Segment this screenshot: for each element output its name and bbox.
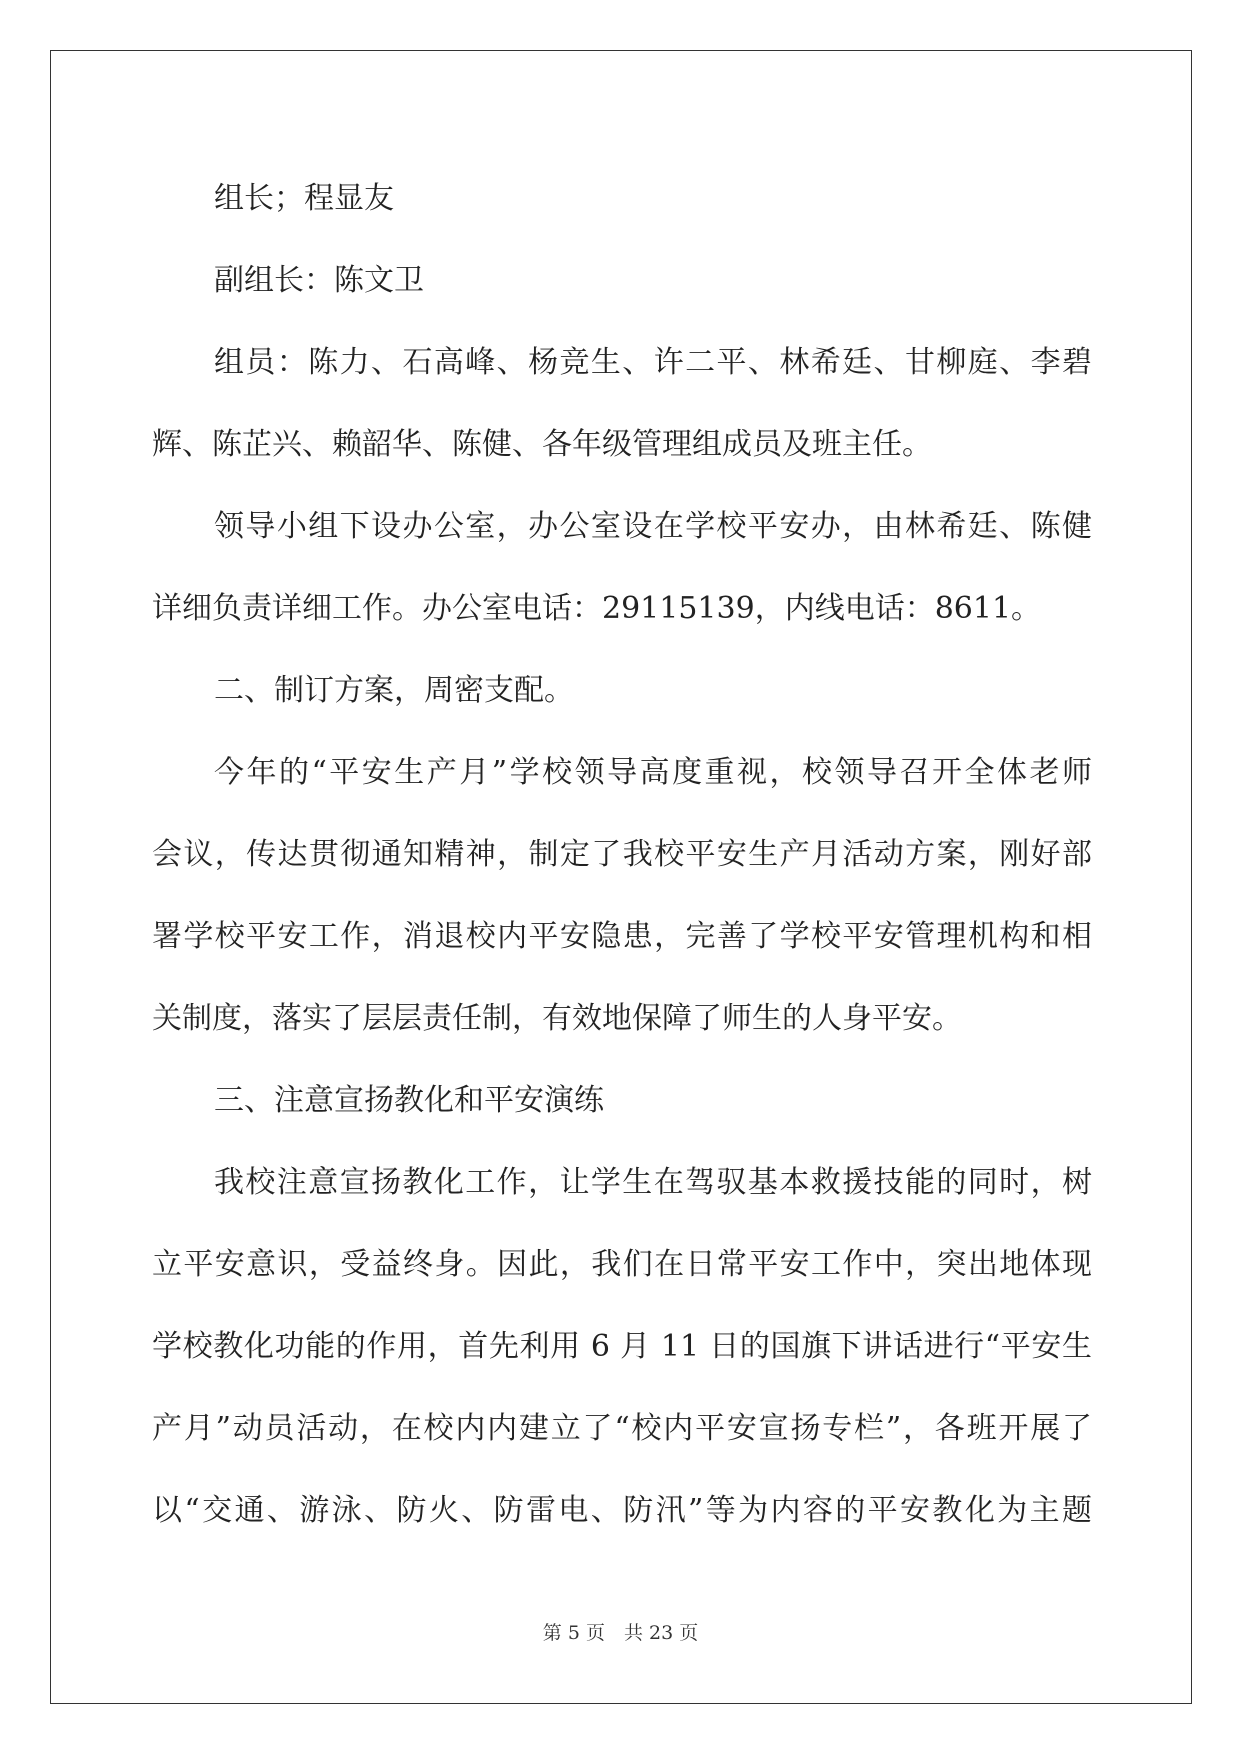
text-line: 署学校平安工作，消退校内平安隐患，完善了学校平安管理机构和相 xyxy=(152,919,1092,954)
text-line: 组长；程显友 xyxy=(214,181,394,216)
text-line: 副组长：陈文卫 xyxy=(214,263,424,298)
document-body xyxy=(152,158,1092,1552)
text-line: 二、制订方案，周密支配。 xyxy=(214,673,574,708)
text-line: 详细负责详细工作。办公室电话：29115139，内线电话：8611。 xyxy=(152,591,1042,626)
page-number-footer: 第 5 页 共 23 页 xyxy=(542,1622,699,1644)
text-line: 今年的“平安生产月”学校领导高度重视，校领导召开全体老师 xyxy=(214,755,1092,790)
text-line: 关制度，落实了层层责任制，有效地保障了师生的人身平安。 xyxy=(152,1001,962,1036)
text-line: 以“交通、游泳、防火、防雷电、防汛”等为内容的平安教化为主题 xyxy=(152,1493,1092,1528)
text-line: 组员：陈力、石高峰、杨竞生、许二平、林希廷、甘柳庭、李碧 xyxy=(214,345,1092,380)
text-line: 我校注意宣扬教化工作，让学生在驾驭基本救援技能的同时，树 xyxy=(214,1165,1092,1200)
text-line: 领导小组下设办公室，办公室设在学校平安办，由林希廷、陈健 xyxy=(214,509,1092,544)
text-line: 立平安意识，受益终身。因此，我们在日常平安工作中，突出地体现 xyxy=(152,1247,1092,1282)
text-line: 三、注意宣扬教化和平安演练 xyxy=(214,1083,604,1118)
text-line: 学校教化功能的作用，首先利用 6 月 11 日的国旗下讲话进行“平安生 xyxy=(152,1329,1092,1364)
text-line: 产月”动员活动，在校内内建立了“校内平安宣扬专栏”，各班开展了 xyxy=(152,1411,1092,1446)
text-line: 会议，传达贯彻通知精神，制定了我校平安生产月活动方案，刚好部 xyxy=(152,837,1092,872)
text-line: 辉、陈芷兴、赖韶华、陈健、各年级管理组成员及班主任。 xyxy=(152,427,932,462)
